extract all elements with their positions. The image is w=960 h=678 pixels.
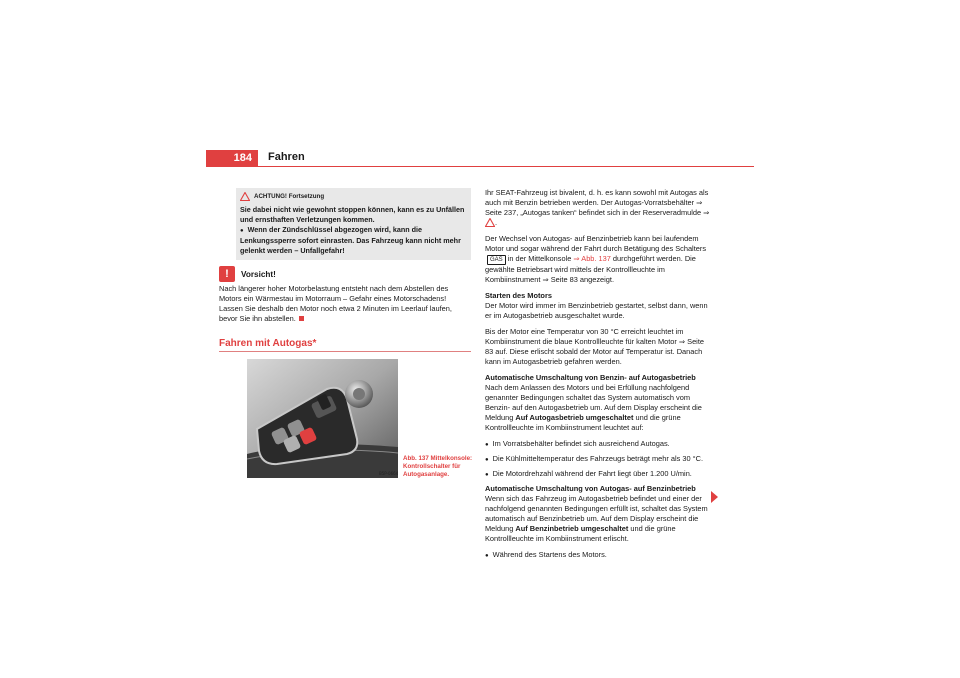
center-console-photo: [247, 359, 398, 478]
caution-text: Nach längerer hoher Motorbelastung entsteht nach dem Abstellen des Motors ein Wärmestau im Motorraum – Gefahr eines Motorschadens! Lassen Sie deshalb den Motor noch etwa 2 Minuten im Leerlauf laufen, bevor Sie ihn abstellen.: [219, 284, 452, 323]
figure-link[interactable]: ⇒ Abb. 137: [573, 254, 611, 263]
paragraph-intro: Ihr SEAT-Fahrzeug ist bivalent, d. h. es kann sowohl mit Autogas als auch mit Benzin betrieben werden. Der Autogas-Vorratsbehälter ⇒ Seite 237, „Autogas tanken“ befindet sich in der Reserveradmulde ⇒ .: [485, 188, 710, 227]
right-column: [485, 188, 713, 565]
list-item: ● Im Vorratsbehälter befindet sich ausreichend Autogas.: [485, 439, 713, 450]
warning-heading: [240, 192, 466, 201]
page-number: 184: [206, 150, 258, 166]
warning-triangle-icon: [240, 192, 250, 201]
list-item: ● Die Motordrehzahl während der Fahrt liegt über 1.200 U/min.: [485, 469, 713, 480]
caution-heading: Vorsicht!: [241, 269, 276, 279]
subheading-auto-gas: Automatische Umschaltung von Benzin- auf Autogasbetrieb: [485, 373, 696, 382]
paragraph-start: Der Motor wird immer im Benzinbetrieb gestartet, selbst dann, wenn er im Autogasbetrieb ausgeschaltet wurde.: [485, 301, 708, 320]
subheading-start: Starten des Motors: [485, 291, 552, 300]
list-item: ● Während des Startens des Motors.: [485, 550, 713, 561]
figure-caption: Abb. 137 Mittelkonsole: Kontrollschalter für Autogasanlage.: [403, 455, 473, 478]
end-marker-icon: [299, 316, 304, 321]
figure-code: B5P-0664: [379, 471, 398, 476]
caution-block: [219, 266, 471, 324]
gas-key: GAS: [487, 255, 506, 265]
warning-heading-text: ACHTUNG! Fortsetzung: [254, 193, 325, 200]
paragraph-switch: Der Wechsel von Autogas- auf Benzinbetrieb kann bei laufendem Motor und sogar während der Fahrt durch Betätigung des SchaltersGAS in der Mittelkonsole ⇒ Abb. 137 durchgeführt werden. Die gewählte Betriebsart wird mittels der Kontrollleuchte im Kombiinstrument ⇒ Seite 83 angezeigt.: [485, 234, 707, 284]
warning-bullet: ● Wenn der Zündschlüssel abgezogen wird, kann die Lenkungssperre sofort einrasten. Das Fahrzeug kann nicht mehr gelenkt werden – Unfallgefahr!: [240, 225, 466, 256]
page-title: Fahren: [268, 151, 305, 163]
paragraph-temperature: Bis der Motor eine Temperatur von 30 °C erreicht leuchtet im Kombiinstrument die blaue Kontrollleuchte für kalten Motor ⇒ Seite 83 auf. Diese erlischt sobald der Motor auf Temperatur ist. Danach kann im Autogasbetrieb gefahren werden.: [485, 327, 704, 366]
warning-text: Sie dabei nicht wie gewohnt stoppen können, kann es zu Unfällen und ernsthaften Verletzungen kommen.: [240, 205, 465, 224]
warning-box: [236, 188, 471, 260]
paragraph-auto-petrol: Wenn sich das Fahrzeug im Autogasbetrieb befindet und einer der nachfolgend genannten Bedingungen erfüllt ist, schaltet das System automatisch auf Benzinbetrieb um. Auf dem Display erscheint die Meldung Auf Benzinbetrieb umgeschaltet und die grüne Kontrollleuchte im Kombiinstrument erlischt.: [485, 494, 708, 543]
caution-icon: !: [219, 266, 235, 282]
warning-triangle-icon: [485, 218, 495, 227]
header-rule: [206, 166, 754, 167]
list-item: ● Die Kühlmitteltemperatur des Fahrzeugs beträgt mehr als 30 °C.: [485, 454, 713, 465]
section-title: Fahren mit Autogas*: [219, 338, 471, 352]
subheading-auto-petrol: Automatische Umschaltung von Autogas- auf Benzinbetrieb: [485, 484, 696, 493]
continue-arrow-icon: [711, 491, 718, 503]
paragraph-auto-gas: Nach dem Anlassen des Motors und bei Erfüllung nachfolgend genannter Bedingungen schaltet das System automatisch vom Benzin- auf den Autogasbetrieb um. Auf dem Display erscheint die Meldung Auf Autogasbetrieb umgeschaltet und die grüne Kontrollleuchte im Kombiinstrument leuchtet auf:: [485, 383, 702, 432]
